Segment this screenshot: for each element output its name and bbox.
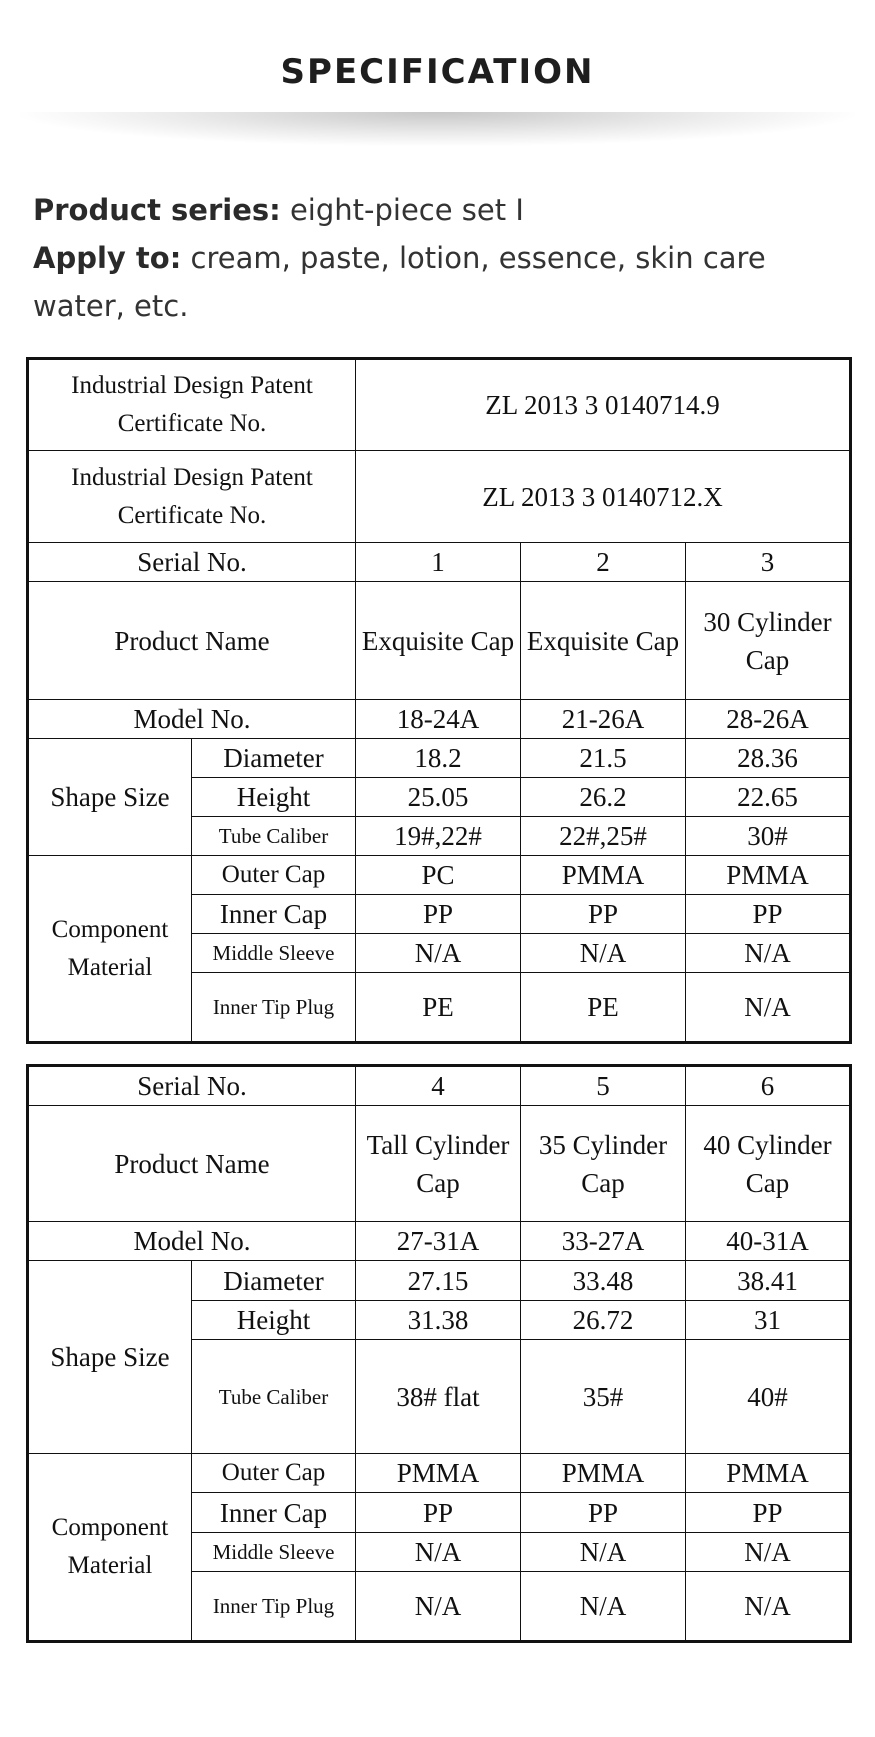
height-cell: 26.2 — [521, 778, 686, 817]
tube-caliber-cell: 30# — [686, 817, 851, 856]
outer-cap-cell: PMMA — [686, 1454, 851, 1493]
diameter-row — [28, 1261, 851, 1301]
model-row — [28, 700, 851, 739]
tube-caliber-cell: 38# flat — [356, 1340, 521, 1454]
model-cell: 28-26A — [686, 700, 851, 739]
model-cell: 33-27A — [521, 1222, 686, 1261]
patent-number-cell: ZL 2013 3 0140712.X — [356, 451, 851, 543]
patent-row-2 — [28, 451, 851, 543]
outer-cap-label-cell: Outer Cap — [192, 1454, 356, 1493]
inner-tip-plug-label-cell: Inner Tip Plug — [192, 1572, 356, 1642]
inner-cap-label-cell: Inner Cap — [192, 895, 356, 934]
serial-row — [28, 543, 851, 582]
tube-caliber-cell: 19#,22# — [356, 817, 521, 856]
diameter-cell: 38.41 — [686, 1261, 851, 1301]
inner-cap-cell: PP — [521, 895, 686, 934]
diameter-cell: 27.15 — [356, 1261, 521, 1301]
diameter-cell: 18.2 — [356, 739, 521, 778]
product-name-row — [28, 1106, 851, 1222]
model-label-cell: Model No. — [28, 1222, 356, 1261]
middle-sleeve-cell: N/A — [686, 1533, 851, 1572]
diameter-cell: 33.48 — [521, 1261, 686, 1301]
inner-cap-cell: PP — [356, 1493, 521, 1533]
outer-cap-cell: PMMA — [521, 1454, 686, 1493]
middle-sleeve-cell: N/A — [521, 1533, 686, 1572]
apply-to-line — [33, 234, 853, 330]
model-cell: 40-31A — [686, 1222, 851, 1261]
diameter-label-cell: Diameter — [192, 739, 356, 778]
spec-table-1 — [26, 357, 852, 1044]
patent-label-cell: Industrial Design Patent Certificate No. — [28, 451, 356, 543]
inner-tip-plug-cell: N/A — [686, 1572, 851, 1642]
height-cell: 25.05 — [356, 778, 521, 817]
height-cell: 22.65 — [686, 778, 851, 817]
outer-cap-cell: PMMA — [521, 856, 686, 895]
serial-label-cell: Serial No. — [28, 543, 356, 582]
diameter-cell: 21.5 — [521, 739, 686, 778]
apply-to-value: cream, paste, lotion, essence, skin care water, etc. — [33, 241, 766, 323]
material-label-cell: Component Material — [28, 856, 192, 1043]
tube-caliber-cell: 35# — [521, 1340, 686, 1454]
inner-cap-cell: PP — [686, 895, 851, 934]
material-label-cell: Component Material — [28, 1454, 192, 1642]
inner-tip-plug-cell: PE — [356, 973, 521, 1043]
height-cell: 31.38 — [356, 1301, 521, 1340]
serial-cell: 5 — [521, 1066, 686, 1106]
serial-cell: 2 — [521, 543, 686, 582]
serial-cell: 6 — [686, 1066, 851, 1106]
inner-tip-plug-cell: N/A — [356, 1572, 521, 1642]
patent-label-cell: Industrial Design Patent Certificate No. — [28, 359, 356, 451]
product-name-label-cell: Product Name — [28, 1106, 356, 1222]
middle-sleeve-cell: N/A — [521, 934, 686, 973]
height-cell: 31 — [686, 1301, 851, 1340]
outer-cap-cell: PMMA — [356, 1454, 521, 1493]
product-name-cell: Exquisite Cap — [521, 582, 686, 700]
product-series-value: eight-piece set Ⅰ — [289, 193, 524, 227]
diameter-cell: 28.36 — [686, 739, 851, 778]
shape-size-label-cell: Shape Size — [28, 1261, 192, 1454]
product-series-label: Product series: — [33, 193, 281, 227]
tube-caliber-label-cell: Tube Caliber — [192, 1340, 356, 1454]
serial-row — [28, 1066, 851, 1106]
spec-table-2 — [26, 1064, 852, 1643]
tube-caliber-cell: 22#,25# — [521, 817, 686, 856]
patent-row-1 — [28, 359, 851, 451]
middle-sleeve-cell: N/A — [356, 1533, 521, 1572]
height-label-cell: Height — [192, 778, 356, 817]
product-name-cell: 30 Cylinder Cap — [686, 582, 851, 700]
product-name-cell: Exquisite Cap — [356, 582, 521, 700]
diameter-row — [28, 739, 851, 778]
outer-cap-row — [28, 856, 851, 895]
inner-cap-cell: PP — [521, 1493, 686, 1533]
middle-sleeve-cell: N/A — [356, 934, 521, 973]
height-cell: 26.72 — [521, 1301, 686, 1340]
middle-sleeve-label-cell: Middle Sleeve — [192, 1533, 356, 1572]
outer-cap-label-cell: Outer Cap — [192, 856, 356, 895]
middle-sleeve-label-cell: Middle Sleeve — [192, 934, 356, 973]
product-name-cell: Tall Cylinder Cap — [356, 1106, 521, 1222]
inner-cap-cell: PP — [686, 1493, 851, 1533]
height-label-cell: Height — [192, 1301, 356, 1340]
tube-caliber-cell: 40# — [686, 1340, 851, 1454]
serial-cell: 1 — [356, 543, 521, 582]
serial-cell: 4 — [356, 1066, 521, 1106]
tube-caliber-label-cell: Tube Caliber — [192, 817, 356, 856]
product-name-cell: 40 Cylinder Cap — [686, 1106, 851, 1222]
shape-size-label-cell: Shape Size — [28, 739, 192, 856]
inner-cap-cell: PP — [356, 895, 521, 934]
page-title: SPECIFICATION — [280, 52, 595, 92]
outer-cap-row — [28, 1454, 851, 1493]
model-cell: 21-26A — [521, 700, 686, 739]
product-series-line — [33, 186, 853, 234]
inner-tip-plug-cell: PE — [521, 973, 686, 1043]
product-name-row — [28, 582, 851, 700]
inner-tip-plug-label-cell: Inner Tip Plug — [192, 973, 356, 1043]
title-shadow-divider — [20, 112, 855, 146]
model-cell: 27-31A — [356, 1222, 521, 1261]
product-name-label-cell: Product Name — [28, 582, 356, 700]
model-cell: 18-24A — [356, 700, 521, 739]
model-label-cell: Model No. — [28, 700, 356, 739]
diameter-label-cell: Diameter — [192, 1261, 356, 1301]
serial-label-cell: Serial No. — [28, 1066, 356, 1106]
model-row — [28, 1222, 851, 1261]
middle-sleeve-cell: N/A — [686, 934, 851, 973]
product-name-cell: 35 Cylinder Cap — [521, 1106, 686, 1222]
patent-number-cell: ZL 2013 3 0140714.9 — [356, 359, 851, 451]
product-info — [33, 186, 853, 330]
inner-cap-label-cell: Inner Cap — [192, 1493, 356, 1533]
outer-cap-cell: PMMA — [686, 856, 851, 895]
outer-cap-cell: PC — [356, 856, 521, 895]
serial-cell: 3 — [686, 543, 851, 582]
apply-to-label: Apply to: — [33, 241, 182, 275]
inner-tip-plug-cell: N/A — [521, 1572, 686, 1642]
inner-tip-plug-cell: N/A — [686, 973, 851, 1043]
